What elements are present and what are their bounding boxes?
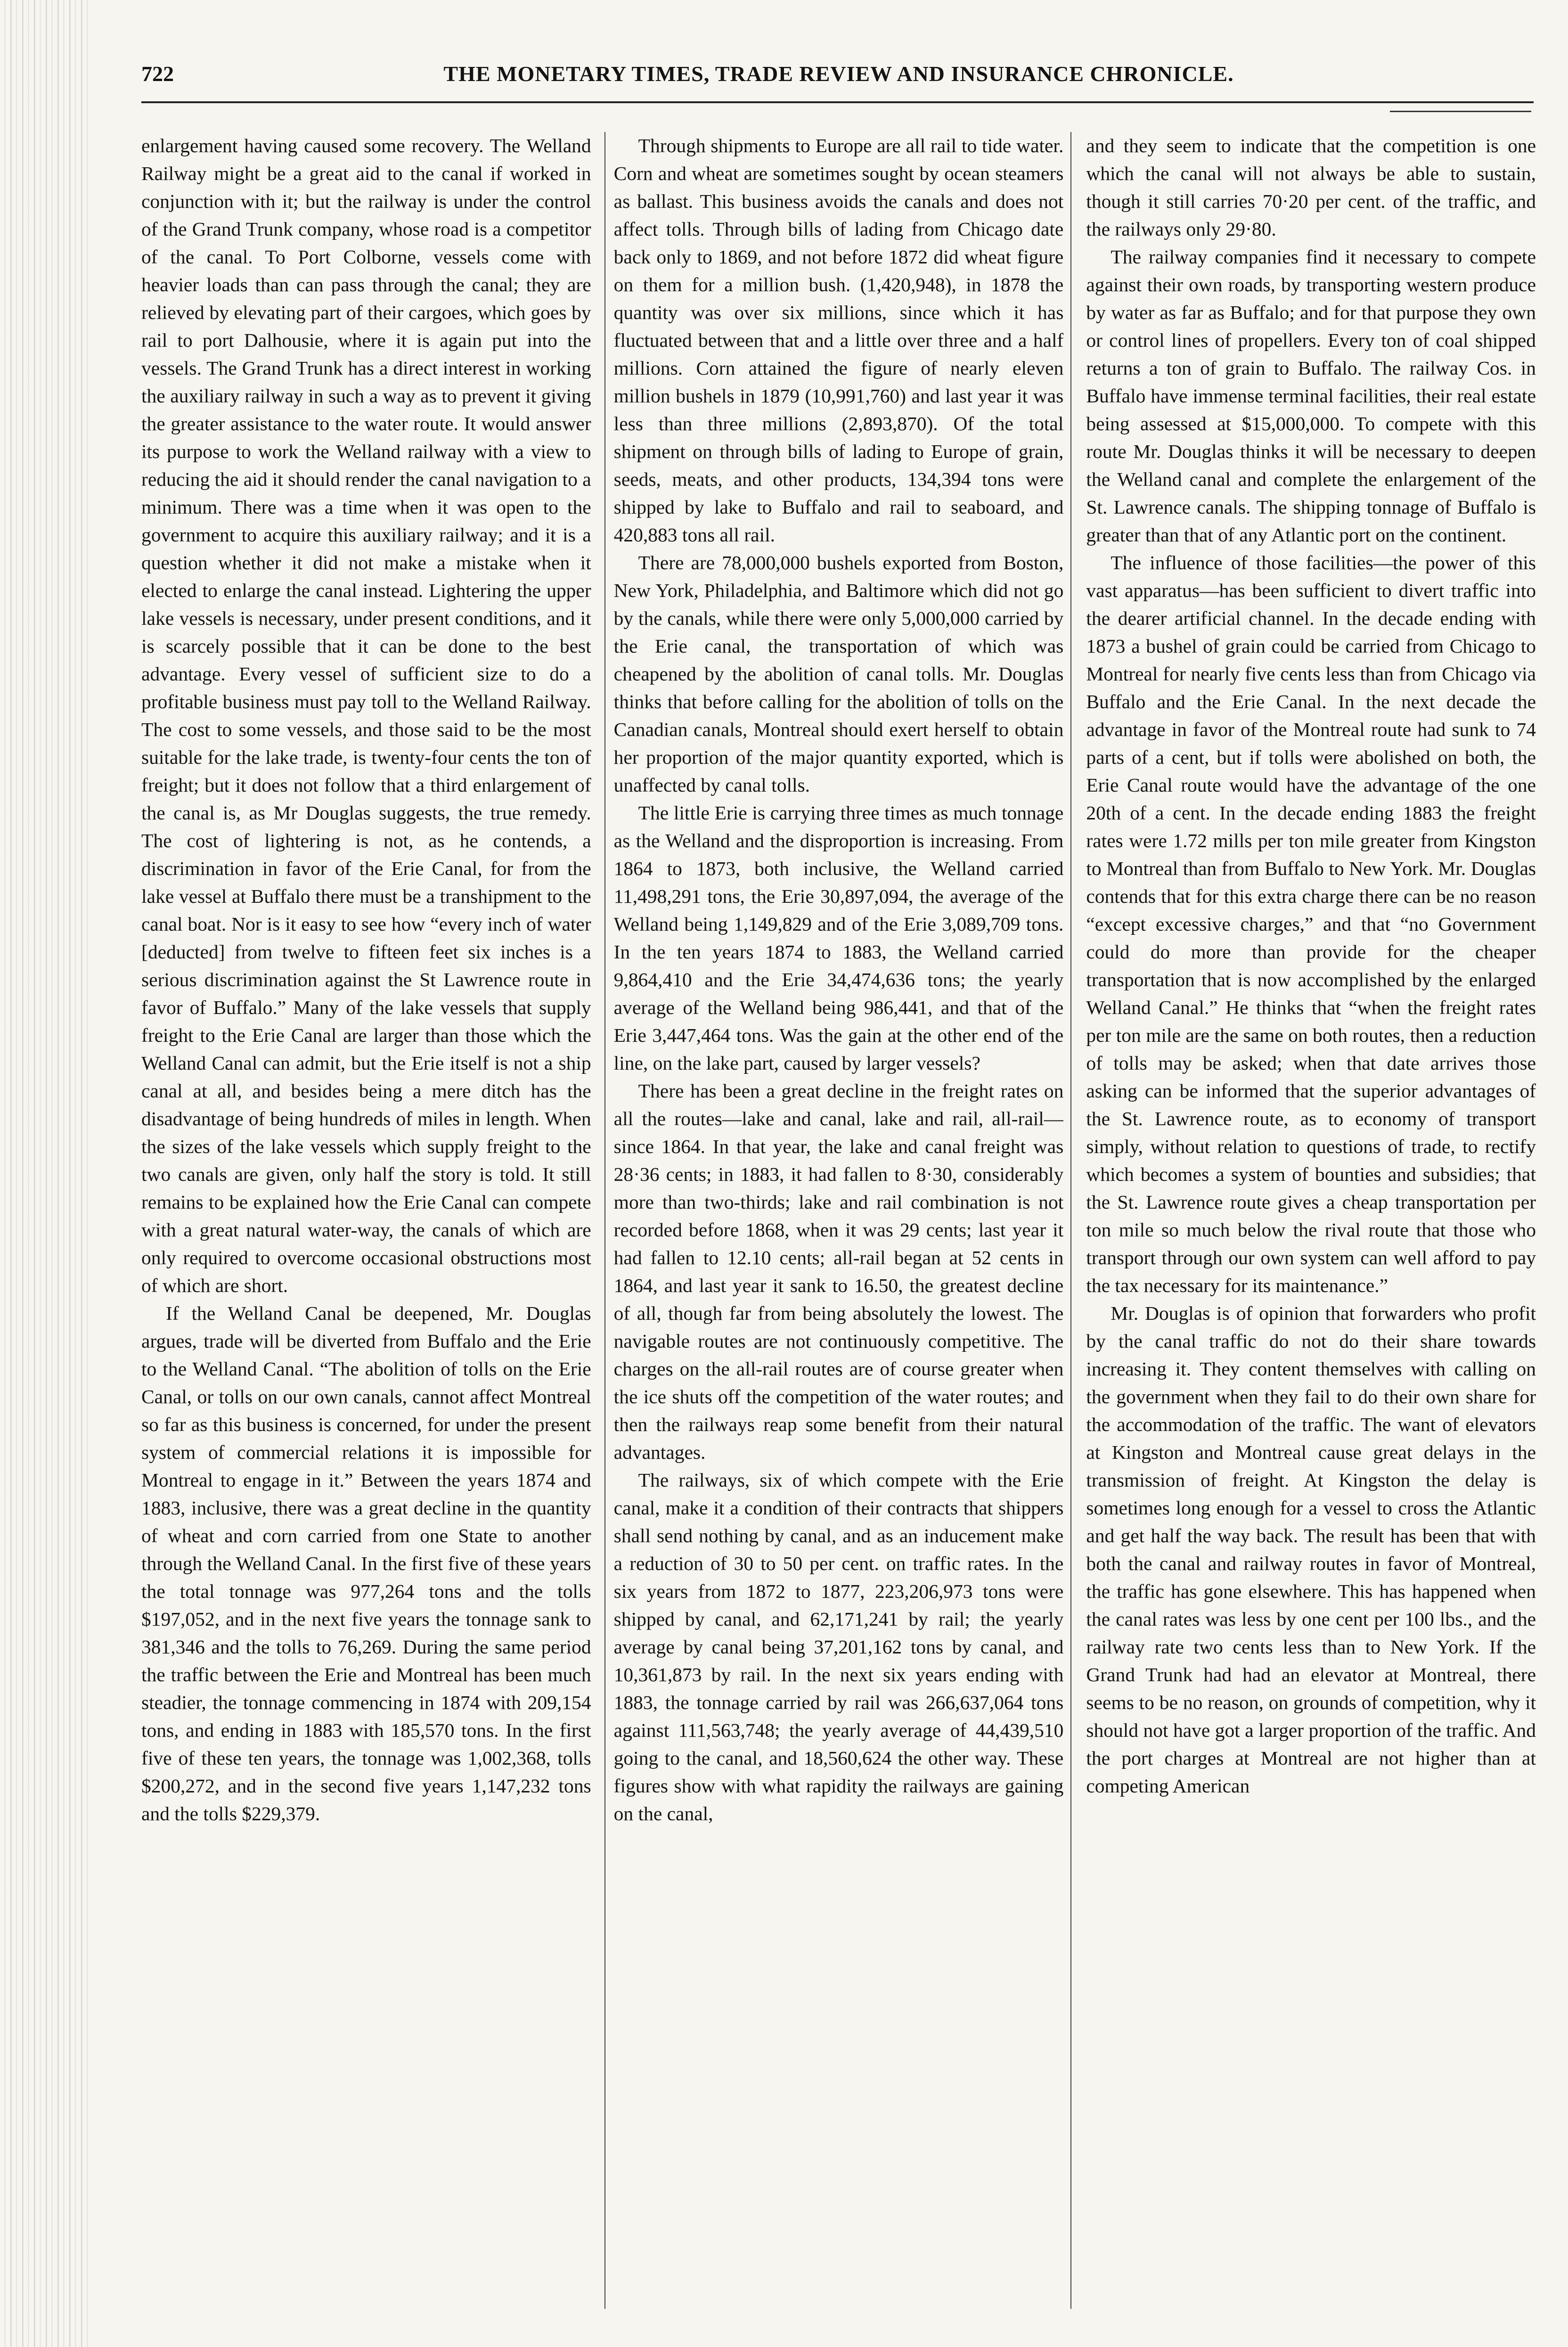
paragraph: The influence of those facilities—the power of this vast apparatus—has been sufficient to divert traffic into the dearer artificial channel. In the decade ending with 1873 a bushel of grain could be carried from Chicago to Montreal for nearly five cents less than from Chicago via Buffalo and the Erie Canal. In the next decade the advantage in favor of the Montreal route had sunk to 74 parts of a cent, but if tolls were abolished on both, the Erie Canal route would have the advantage of the one 20th of a cent. In the decade ending 1883 the freight rates were 1.72 mills per ton mile greater from Kingston to Montreal than from Buffalo to New York. Mr. Douglas contends that for this extra charge there can be no reason “except excessive charges,” and that “no Government could do more than provide for the cheaper transportation that is now accomplished by the enlarged Welland Canal.” He thinks that “when the freight rates per ton mile are the same on both routes, then a reduction of tolls may be asked; when that date arrives those asking can be informed that the superior advantages of the St. Lawrence route, as to economy of transport simply, without relation to questions of trade, to rectify which becomes a system of bounties and subsidies; that the St. Lawrence route gives a cheap transportation per ton mile so much below the rival route that those who transport through our own system can well afford to pay the tax necessary for its maintenance.” xyxy=(1086,552,1536,1296)
journal-title: THE MONETARY TIMES, TRADE REVIEW AND INSURANCE CHRONICLE. xyxy=(443,62,1234,86)
paragraph: and they seem to indicate that the competition is one which the canal will not always be able to sustain, though it still carries 70·20 per cent. of the traffic, and the railways only 29·80. xyxy=(1086,135,1536,240)
header-rule xyxy=(141,101,1534,103)
paragraph: The railway companies find it necessary to compete against their own roads, by transporting western produce by water as far as Buffalo; and for that purpose they own or control lines of propellers. Every ton of coal shipped returns a ton of grain to Buffalo. The railway Cos. in Buffalo have immense terminal facilities, their real estate being assessed at $15,000,000. To compete with this route Mr. Douglas thinks it will be necessary to deepen the Welland canal and complete the enlargement of the St. Lawrence canals. The shipping tonnage of Buffalo is greater than that of any Atlantic port on the continent. xyxy=(1086,246,1536,546)
column-3 xyxy=(1086,132,1536,2309)
paragraph: If the Welland Canal be deepened, Mr. Douglas argues, trade will be diverted from Buffalo and the Erie to the Welland Canal. “The abolition of tolls on the Erie Canal, or tolls on our own canals, cannot affect Montreal so far as this business is concerned, for under the present system of commercial relations it is impossible for Montreal to engage in it.” Between the years 1874 and 1883, inclusive, there was a great decline in the quantity of wheat and corn carried from one State to another through the Welland Canal. In the first five of these years the total tonnage was 977,264 tons and the tolls $197,052, and in the next five years the tonnage sank to 381,346 and the tolls to 76,269. During the same period the traffic between the Erie and Montreal has been much steadier, the tonnage commencing in 1874 with 209,154 tons, and ending in 1883 with 185,570 tons. In the first five of these ten years, the tonnage was 1,002,368, tolls $200,272, and in the second five years 1,147,232 tons and the tolls $229,379. xyxy=(141,1302,591,1824)
column-1 xyxy=(141,132,591,2309)
paragraph: The little Erie is carrying three times as much tonnage as the Welland and the disproportion is increasing. From 1864 to 1873, both inclusive, the Welland carried 11,498,291 tons, the Erie 30,897,094, the average of the Welland being 1,149,829 and of the Erie 3,089,709 tons. In the ten years 1874 to 1883, the Welland carried 9,864,410 and the Erie 34,474,636 tons; the yearly average of the Welland being 986,441, and that of the Erie 3,447,464 tons. Was the gain at the other end of the line, on the lake part, caused by larger vessels? xyxy=(613,802,1064,1074)
column-2 xyxy=(614,132,1064,2309)
paragraph: There are 78,000,000 bushels exported from Boston, New York, Philadelphia, and Baltimore which did not go by the canals, while there were only 5,000,000 carried by the Erie canal, the transportation of which was cheapened by the abolition of canal tolls. Mr. Douglas thinks that before calling for the abolition of tolls on the Canadian canals, Montreal should exert herself to obtain her proportion of the major quantity exported, which is unaffected by canal tolls. xyxy=(613,552,1064,796)
paragraph: Mr. Douglas is of opinion that forwarders who profit by the canal traffic do not do their share towards increasing it. They content themselves with calling on the government when they fail to do their own share for the accommodation of the traffic. The want of elevators at Kingston and Montreal cause great delays in the transmission of freight. At Kingston the delay is sometimes long enough for a vessel to cross the Atlantic and get half the way back. The result has been that with both the canal and railway routes in favor of Montreal, the traffic has gone elsewhere. This has happened when the canal rates was less by one cent per 100 lbs., and the railway rate two cents less than to New York. If the Grand Trunk had had an elevator at Montreal, there seems to be no reason, on grounds of competition, why it should not have got a larger proportion of the traffic. And the port charges at Montreal are not higher than at competing American xyxy=(1086,1302,1536,1797)
article-body xyxy=(141,132,1536,2309)
paragraph: There has been a great decline in the freight rates on all the routes—lake and canal, lake and rail, all-rail—since 1864. In that year, the lake and canal freight was 28·36 cents; in 1883, it had fallen to 8·30, considerably more than two-thirds; lake and rail combination is not recorded before 1868, when it was 29 cents; last year it had fallen to 12.10 cents; all-rail began at 52 cents in 1864, and last year it sank to 16.50, the greatest decline of all, though far from being absolutely the lowest. The navigable routes are not continuously competitive. The charges on the all-rail routes are of course greater when the ice shuts off the competition of the water routes; and then the railways reap some benefit from their natural advantages. xyxy=(613,1080,1064,1463)
paragraph: enlargement having caused some recovery. The Welland Railway might be a great aid to the canal if worked in conjunction with it; but the railway is under the control of the Grand Trunk company, whose road is a competitor of the canal. To Port Colborne, vessels come with heavier loads than can pass through the canal; they are relieved by elevating part of their cargoes, which goes by rail to port Dalhousie, where it is again put into the vessels. The Grand Trunk has a direct interest in working the auxiliary railway in such a way as to prevent it giving the greater assistance to the water route. It would answer its purpose to work the Welland railway with a view to reducing the aid it should render the canal navigation to a minimum. There was a time when it was open to the government to acquire this auxiliary railway; and it is a question whether it did not make a mistake when it elected to enlarge the canal instead. Lightering the upper lake vessels is necessary, under present conditions, and it is scarcely possible that it can be done to the best advantage. Every vessel of sufficient size to do a profitable business must pay toll to the Welland Railway. The cost to some vessels, and those said to be the most suitable for the lake trade, is twenty-four cents the ton of freight; but it does not follow that a third enlargement of the canal is, as Mr Douglas suggests, the true remedy. The cost of lightering is not, as he contends, a discrimination in favor of the Erie Canal, for from the lake vessel at Buffalo there must be a transhipment to the canal boat. Nor is it easy to see how “every inch of water [deducted] from twelve to fifteen feet six inches is a serious discrimination against the St Lawrence route in favor of Buffalo.” Many of the lake vessels that supply freight to the Erie Canal are larger than those which the Welland Canal can admit, but the Erie itself is not a ship canal at all, and besides being a mere ditch has the disadvantage of being hundreds of miles in length. When the sizes of the lake vessels which supply freight to the two canals are given, only half the story is told. It still remains to be explained how the Erie Canal can compete with a great natural water-way, the canals of which are only required to overcome occasional obstructions most of which are short. xyxy=(141,135,591,1296)
page-number: 722 xyxy=(141,62,174,86)
masthead xyxy=(141,61,1536,99)
paragraph: Through shipments to Europe are all rail to tide water. Corn and wheat are sometimes sought by ocean steamers as ballast. This business avoids the canals and does not affect tolls. Through bills of lading from Chicago date back only to 1869, and not before 1872 did wheat figure on them for a million bush. (1,420,948), in 1878 the quantity was over six millions, since which it has fluctuated between that and a little over three and a half millions. Corn attained the figure of nearly eleven million bushels in 1879 (10,991,760) and last year it was less than three millions (2,893,870). Of the total shipment on through bills of lading to Europe of grain, seeds, meats, and other products, 134,394 tons were shipped by lake to Buffalo and rail to seaboard, and 420,883 tons all rail. xyxy=(613,135,1064,546)
header-rule-short xyxy=(1390,111,1531,112)
paragraph: The railways, six of which compete with the Erie canal, make it a condition of their contracts that shippers shall send nothing by canal, and as an inducement make a reduction of 30 to 50 per cent. on traffic rates. In the six years from 1872 to 1877, 223,206,973 tons were shipped by canal, and 62,171,241 by rail; the yearly average by canal being 37,201,162 tons by canal, and 10,361,873 by rail. In the next six years ending with 1883, the tonnage carried by rail was 266,637,064 tons against 111,563,748; the yearly average of 44,439,510 going to the canal, and 18,560,624 the other way. These figures show with what rapidity the railways are gaining on the canal, xyxy=(613,1469,1064,1824)
binding-edge xyxy=(0,0,90,2347)
